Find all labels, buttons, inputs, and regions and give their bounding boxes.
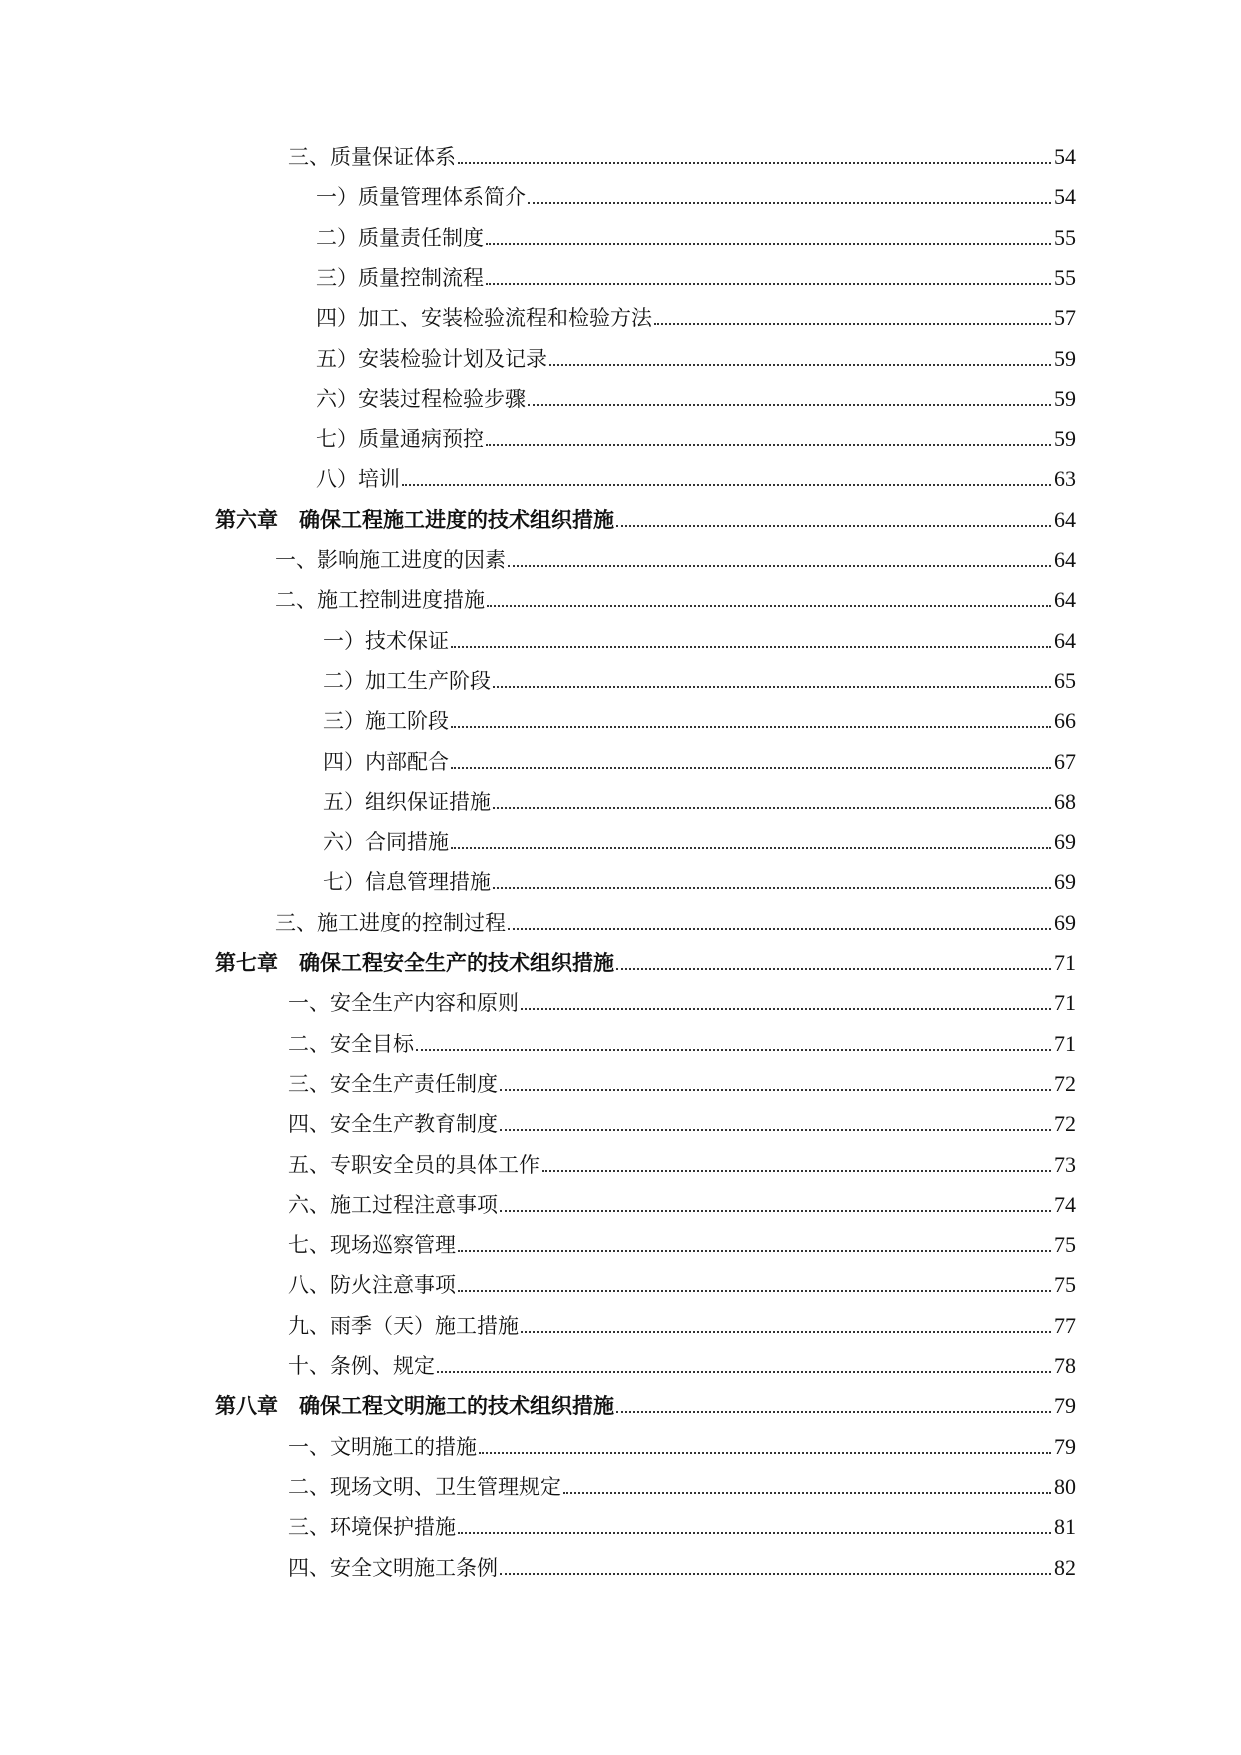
dot-leader [500,1129,1051,1131]
toc-entry-title: 六）合同措施 [323,830,449,855]
toc-entry-title: 二、安全目标 [288,1031,414,1056]
toc-entry-title: 三、质量保证体系 [288,145,456,169]
toc-entry[interactable] [316,211,1076,251]
dot-leader [493,807,1051,809]
dot-leader [458,1250,1051,1252]
toc-entry-page: 74 [1054,1191,1076,1217]
toc-entry-page: 64 [1054,547,1076,572]
dot-leader [500,1573,1051,1575]
toc-entry-page: 66 [1054,708,1076,734]
toc-entry-title: 八、防火注意事项 [288,1273,456,1298]
toc-entry-title: 三）质量控制流程 [316,265,484,290]
toc-entry[interactable] [323,815,1076,855]
toc-entry-title: 三、环境保护措施 [288,1515,456,1540]
toc-entry-page: 72 [1054,1111,1076,1137]
toc-entry-page: 64 [1054,587,1076,613]
toc-entry-title: 七）质量通病预控 [316,427,484,452]
dot-leader [479,1452,1051,1454]
toc-entry-page: 59 [1054,385,1076,411]
dot-leader [493,686,1051,688]
toc-entry-title: 一、影响施工进度的因素 [275,548,506,572]
toc-entry-title: 四）加工、安装检验流程和检验方法 [316,306,652,331]
dot-leader [521,1331,1051,1333]
toc-entry-page: 72 [1054,1070,1076,1096]
dot-leader [616,968,1051,970]
toc-entry[interactable] [275,573,1076,613]
toc-entry-page: 71 [1054,1030,1076,1056]
dot-leader [451,646,1051,648]
toc-entry-page: 71 [1054,950,1076,975]
toc-entry[interactable] [323,855,1076,895]
toc-entry[interactable] [288,976,1076,1016]
toc-entry-title: 五、专职安全员的具体工作 [288,1152,540,1177]
toc-entry-title: 一、文明施工的措施 [288,1434,477,1459]
toc-entry-title: 第八章 确保工程文明施工的技术组织措施 [215,1393,614,1419]
toc-entry-title: 四）内部配合 [323,749,449,774]
toc-entry-page: 54 [1054,144,1076,169]
dot-leader [487,605,1051,607]
toc-entry-page: 65 [1054,667,1076,693]
toc-entry-page: 64 [1054,506,1076,532]
toc-entry[interactable] [288,1218,1076,1258]
toc-entry[interactable] [288,1138,1076,1178]
toc-entry-page: 77 [1054,1312,1076,1338]
dot-leader [500,1210,1051,1212]
toc-entry-title: 四、安全生产教育制度 [288,1112,498,1137]
toc-entry-title: 五）安装检验计划及记录 [316,346,547,371]
dot-leader [500,1089,1051,1091]
toc-chapter-entry[interactable] [215,493,1076,533]
toc-entry[interactable] [323,735,1076,775]
toc-entry-page: 79 [1054,1393,1076,1419]
toc-entry-page: 59 [1054,345,1076,371]
toc-entry-page: 73 [1054,1151,1076,1177]
toc-entry[interactable] [323,775,1076,815]
dot-leader [654,323,1051,325]
dot-leader [528,202,1051,204]
dot-leader [528,404,1051,406]
toc-entry-page: 78 [1054,1353,1076,1378]
toc-entry[interactable] [288,1500,1076,1540]
toc-entry-title: 二、现场文明、卫生管理规定 [288,1474,561,1499]
dot-leader [508,928,1051,930]
toc-entry-title: 三、施工进度的控制过程 [275,910,506,935]
toc-entry[interactable] [316,251,1076,291]
toc-entry-page: 71 [1054,990,1076,1016]
toc-entry-page: 59 [1054,426,1076,452]
dot-leader [493,887,1051,889]
dot-leader [542,1170,1051,1172]
dot-leader [486,444,1051,446]
dot-leader [402,484,1051,486]
toc-entry-title: 四、安全文明施工条例 [288,1555,498,1580]
toc-entry[interactable] [288,1460,1076,1500]
dot-leader [521,1008,1051,1010]
toc-entry[interactable] [316,452,1076,492]
toc-entry[interactable] [288,1541,1076,1581]
toc-entry-title: 第七章 确保工程安全生产的技术组织措施 [215,950,614,975]
toc-entry-page: 54 [1054,184,1076,210]
toc-entry-title: 一）技术保证 [323,628,449,653]
dot-leader [486,283,1051,285]
dot-leader [563,1492,1051,1494]
toc-entry[interactable] [275,896,1076,936]
toc-entry-title: 一）质量管理体系简介 [316,185,526,210]
toc-entry-title: 一、安全生产内容和原则 [288,991,519,1016]
dot-leader [437,1371,1051,1373]
dot-leader [458,1532,1051,1534]
dot-leader [451,847,1051,849]
toc-entry-title: 二）质量责任制度 [316,225,484,250]
toc-entry-title: 三、安全生产责任制度 [288,1071,498,1096]
toc-entry-page: 69 [1054,829,1076,855]
toc-entry-page: 67 [1054,748,1076,774]
toc-entry-page: 79 [1054,1433,1076,1459]
toc-entry[interactable] [288,1178,1076,1218]
toc-entry[interactable] [288,1299,1076,1339]
dot-leader [451,726,1051,728]
dot-leader [486,243,1051,245]
toc-entry-page: 55 [1054,264,1076,290]
toc-entry-title: 六）安装过程检验步骤 [316,386,526,411]
dot-leader [458,162,1051,164]
toc-entry-title: 七）信息管理措施 [323,870,491,895]
toc-entry-page: 81 [1054,1514,1076,1540]
toc-entry-page: 63 [1054,466,1076,492]
toc-entry-page: 75 [1054,1272,1076,1298]
toc-entry[interactable] [288,1097,1076,1137]
toc-entry-page: 82 [1054,1554,1076,1580]
toc-chapter-entry[interactable] [215,1379,1076,1419]
toc-entry-title: 十、条例、规定 [288,1354,435,1378]
toc-entry-page: 69 [1054,869,1076,895]
dot-leader [458,1290,1051,1292]
toc-entry-page: 69 [1054,909,1076,935]
dot-leader [616,1411,1051,1413]
toc-entry[interactable] [323,694,1076,734]
toc-entry[interactable] [288,1258,1076,1298]
toc-entry[interactable] [323,614,1076,654]
toc-chapter-entry[interactable] [215,936,1076,976]
toc-entry-page: 64 [1054,627,1076,653]
toc-entry[interactable] [316,170,1076,210]
dot-leader [508,565,1051,567]
toc-entry[interactable] [288,1420,1076,1460]
toc-entry-title: 五）组织保证措施 [323,789,491,814]
toc-entry[interactable] [288,1339,1076,1379]
toc-entry[interactable] [288,1017,1076,1057]
toc-entry-title: 七、现场巡察管理 [288,1233,456,1258]
dot-leader [549,364,1051,366]
dot-leader [616,525,1051,527]
toc-entry[interactable] [323,654,1076,694]
toc-entry-page: 57 [1054,305,1076,331]
toc-entry[interactable] [316,412,1076,452]
toc-entry[interactable] [288,130,1076,170]
toc-entry-title: 二、施工控制进度措施 [275,588,485,613]
toc-entry[interactable] [316,291,1076,331]
toc-entry[interactable] [316,372,1076,412]
toc-entry-title: 九、雨季（天）施工措施 [288,1313,519,1338]
toc-entry[interactable] [316,332,1076,372]
toc-entry-title: 八）培训 [316,467,400,492]
toc-entry-page: 68 [1054,788,1076,814]
toc-entry-title: 三）施工阶段 [323,709,449,734]
toc-entry[interactable] [275,533,1076,573]
dot-leader [451,767,1051,769]
toc-entry-page: 75 [1054,1232,1076,1258]
toc-entry-page: 55 [1054,224,1076,250]
toc-entry-title: 二）加工生产阶段 [323,668,491,693]
toc-entry-title: 六、施工过程注意事项 [288,1192,498,1217]
toc-entry-title: 第六章 确保工程施工进度的技术组织措施 [215,506,614,532]
dot-leader [416,1049,1051,1051]
toc-entry[interactable] [288,1057,1076,1097]
toc-entry-page: 80 [1054,1473,1076,1499]
